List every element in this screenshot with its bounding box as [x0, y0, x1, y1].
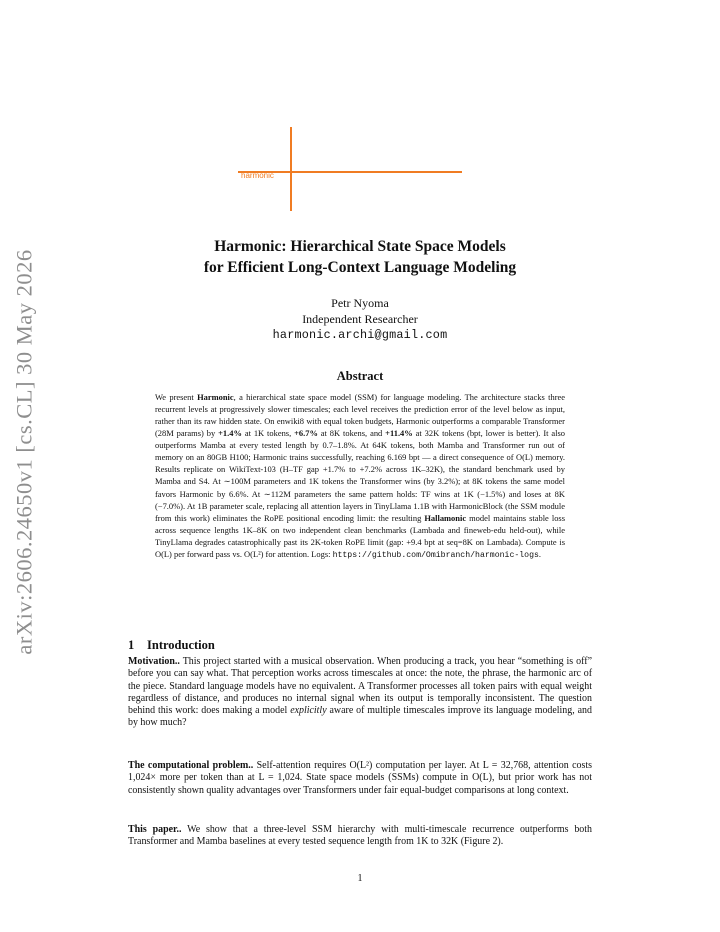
- author-name: Petr Nyoma: [331, 296, 389, 310]
- author-affiliation: Independent Researcher: [302, 312, 418, 326]
- paragraph-lead-computational-problem: The computational problem..: [128, 760, 254, 771]
- paragraph-computational-problem: The computational problem.. Self-attention requires O(L²) computation per layer. At L = 32,768, attention costs 1,024× more per token than at L = 1,024. State space models (SSMs) compute in O(L), but prior work has not consistently shown quality advantages over Transformers under fair equal-budget comparisons at long context.: [128, 760, 592, 796]
- paper-title-line-2: for Efficient Long-Context Language Modeling: [203, 259, 517, 276]
- paragraph-lead-motivation: Motivation..: [128, 656, 180, 667]
- paper-title: [100, 236, 620, 278]
- section-title: Introduction: [147, 638, 215, 652]
- logs-link[interactable]: https://github.com/Omibranch/harmonic-logs: [332, 550, 539, 560]
- hallamonic-emphasis: Hallamonic: [424, 512, 467, 523]
- section-number: 1: [128, 638, 135, 652]
- author-email[interactable]: harmonic.archi@gmail.com: [272, 328, 448, 342]
- arxiv-identifier-text: arXiv:2606.24650v1 [cs.CL] 30 May 2026: [12, 249, 38, 655]
- page-number: 1: [357, 873, 363, 884]
- abstract-heading: Abstract: [336, 369, 384, 383]
- arxiv-identifier-stamp: [10, 249, 40, 655]
- logo-vertical-line: [290, 127, 292, 211]
- logo-wordmark: harmonic: [241, 171, 274, 180]
- paragraph-motivation: Motivation.. This project started with a musical observation. When producing a track, you hear “something is off” before you can say what. That perception works across timescales at once: the note, the phrase, the harmonic arc of the piece. Standard language models have no equivalent. A Transformer processes all token pairs with equal weight regardless of distance, and produces no internal signal when its output is temporally inconsistent. The question behind this work: does making a model explicitly aware of multiple timescales improve its language modeling, and by how much?: [128, 656, 592, 729]
- section-heading-introduction: [128, 637, 215, 653]
- paragraph-this-paper: This paper.. We show that a three-level SSM hierarchy with multi-timescale recurrence outperforms both Transformer and Mamba baselines at every tested sequence length from 1K to 32K (Figure 2).: [128, 824, 593, 848]
- author-block: [100, 295, 620, 343]
- model-name-emphasis: Harmonic: [197, 392, 234, 402]
- paragraph-lead-this-paper: This paper..: [128, 824, 182, 835]
- paper-title-line-1: Harmonic: Hierarchical State Space Models: [214, 238, 506, 255]
- abstract-text: We present Harmonic, a hierarchical state space model (SSM) for language modeling. The architecture stacks three recurrent levels at progressively slower timescales; each level receives the prediction error of the level below as input, rather than its raw hidden state. On enwiki8 with equal token budgets, Harmonic outperforms a comparable Transformer (28M params) by +1.4% at 1K tokens, +6.7% at 8K tokens, and +11.4% at 32K tokens (bpt, lower is better). It also outperforms Mamba at every tested length by 0.7–1.8%. At 64K tokens, both Mamba and Transformer run out of memory on an 80GB H100; Harmonic trains successfully, reaching 6.169 bpt — a direct consequence of O(L) memory. Results replicate on WikiText-103 (H–TF gap +1.7% to +7.2% across 1K–32K), the standard benchmark used by Mamba and S4. At ∼100M parameters and 1K tokens the Transformer wins (by 3.2%); at 8K tokens the same model favors Harmonic by 6.6%. At ∼112M parameters the same pattern holds: TF wins at 1K (−1.5%) and loses at 8K (−7.0%). At 1B parameter scale, replacing all attention layers in TinyLlama 1.1B with HarmonicBlock (the SSM module from this work) eliminates the RoPE positional encoding limit: the resulting Hallamonic model maintains stable loss across sequence lengths 1K–8K on two independent clean benchmarks (Lambada and fineweb-edu held-out), while TinyLlama degrades catastrophically past its 2K-token RoPE limit (gap: +9.4 bpt at seq=8K on Lambada). Compute is O(L) per forward pass vs. O(L²) for attention. Logs: https://github.com/Omibranch/harmonic-logs.: [155, 392, 566, 560]
